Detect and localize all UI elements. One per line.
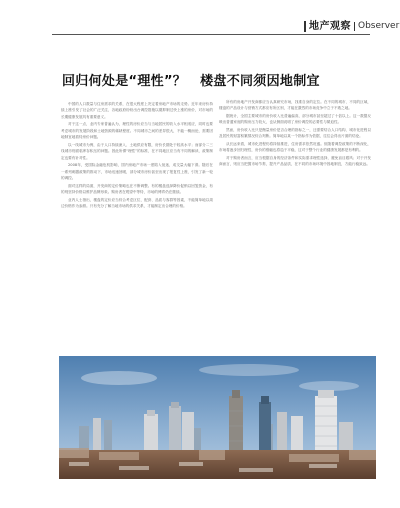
article-column-right <box>219 99 371 353</box>
paragraph: 面对这样的局面，开发商的定价策略也在不断调整。有的楼盘选择降价促销以回笼资金，有的则坚持价格以维护品牌形象。购房者在观望中等待，市场的博弈仍在继续。 <box>61 183 213 195</box>
paragraph: 对于这一点，业内专家普遍认为，理性的房价应当与当地居民的收入水平相适应，同时也要考虑城市的发展阶段和土地资源的稀缺程度。不同城市之间的差异很大，不能一概而论，需要因地制宜地看待房价问题。 <box>61 122 213 140</box>
paragraph: 对于购房者而言，应当根据自身的经济条件和实际需求理性选择，避免盲目跟风；对于开发商而言，则应当把握市场节奏，提升产品品质，在不同的市场环境中因地制宜，方能行稳致远。 <box>219 156 371 167</box>
article-column-left <box>61 101 213 353</box>
article-title-part2: 楼盘不同须因地制宜 <box>200 74 320 89</box>
paragraph: 从长远来看，城市化进程仍将持续推进，住房需求依然旺盛。但随着调控政策的不断深化，市场将逐步回归理性，房价的涨幅也将趋于平稳，这对于整个行业的健康发展都是有利的。 <box>219 142 371 153</box>
section-tag <box>304 20 399 33</box>
page-header <box>52 18 400 36</box>
paragraph: 业内人士指出，楼盘的定价应当综合考虑区位、配套、品质与客群等因素，不能简单地以周边价格作为参照。只有充分了解当地市场的供求关系，才能制定出合理的价格。 <box>61 197 213 209</box>
paragraph: 所有的房地产开发商都应当认真研究市场，找准自身的定位。在不同的城市、不同的区域，楼盘的产品设计与营销方式都应有所区别，才能在激烈的市场竞争中立于不败之地。 <box>219 100 371 111</box>
paragraph: 以一线城市为例，由于人口持续流入、土地供应有限，房价长期处于较高水平；而部分二三线城市则面临库存积压的问题。因此所谓“理性”的标准，在不同地区应当有不同的解读，政策制定也要有针对性。 <box>61 142 213 160</box>
article-title <box>62 70 362 89</box>
paragraph: 据统计，全国主要城市的房价收入比普遍偏高，部分城市甚至超过了十倍以上。这一数据反映出普通家庭的购房压力较大，也从侧面说明了房价调控的必要性与紧迫性。 <box>219 114 371 125</box>
paragraph: 2008年，受国际金融危机影响，国内房地产市场一度陷入低迷，成交量大幅下滑。随后在一系列刺激政策的推动下，市场迅速回暖，部分城市房价甚至出现了报复性上涨，引发了新一轮的调控。 <box>61 163 213 181</box>
paragraph: 中国的人口数量与住房需求的关系，在很大程度上决定着房地产市场的走势。近年来房价持续上涨引发了社会的广泛关注，各地政府纷纷出台调控措施以期抑制过快上涨的房价，对市场的长期健康发展具有重要意义。 <box>61 102 213 119</box>
section-separator <box>354 22 355 31</box>
header-rule <box>52 34 370 35</box>
paragraph: 然而，房价收入比只是衡量房价是否合理的指标之一，还需要结合人口结构、城市化进程以及居民的财富积累情况综合判断。简单地以某一个指标作为依据，往往会得出片面的结论。 <box>219 128 371 139</box>
section-name-en: Observer <box>358 21 400 31</box>
section-tag-bar <box>304 21 306 32</box>
city-skyline-photo <box>59 356 376 479</box>
article-title-part1: 回归何处是“理性”？ <box>62 74 187 89</box>
section-name-cn: 地产观察 <box>309 21 351 32</box>
